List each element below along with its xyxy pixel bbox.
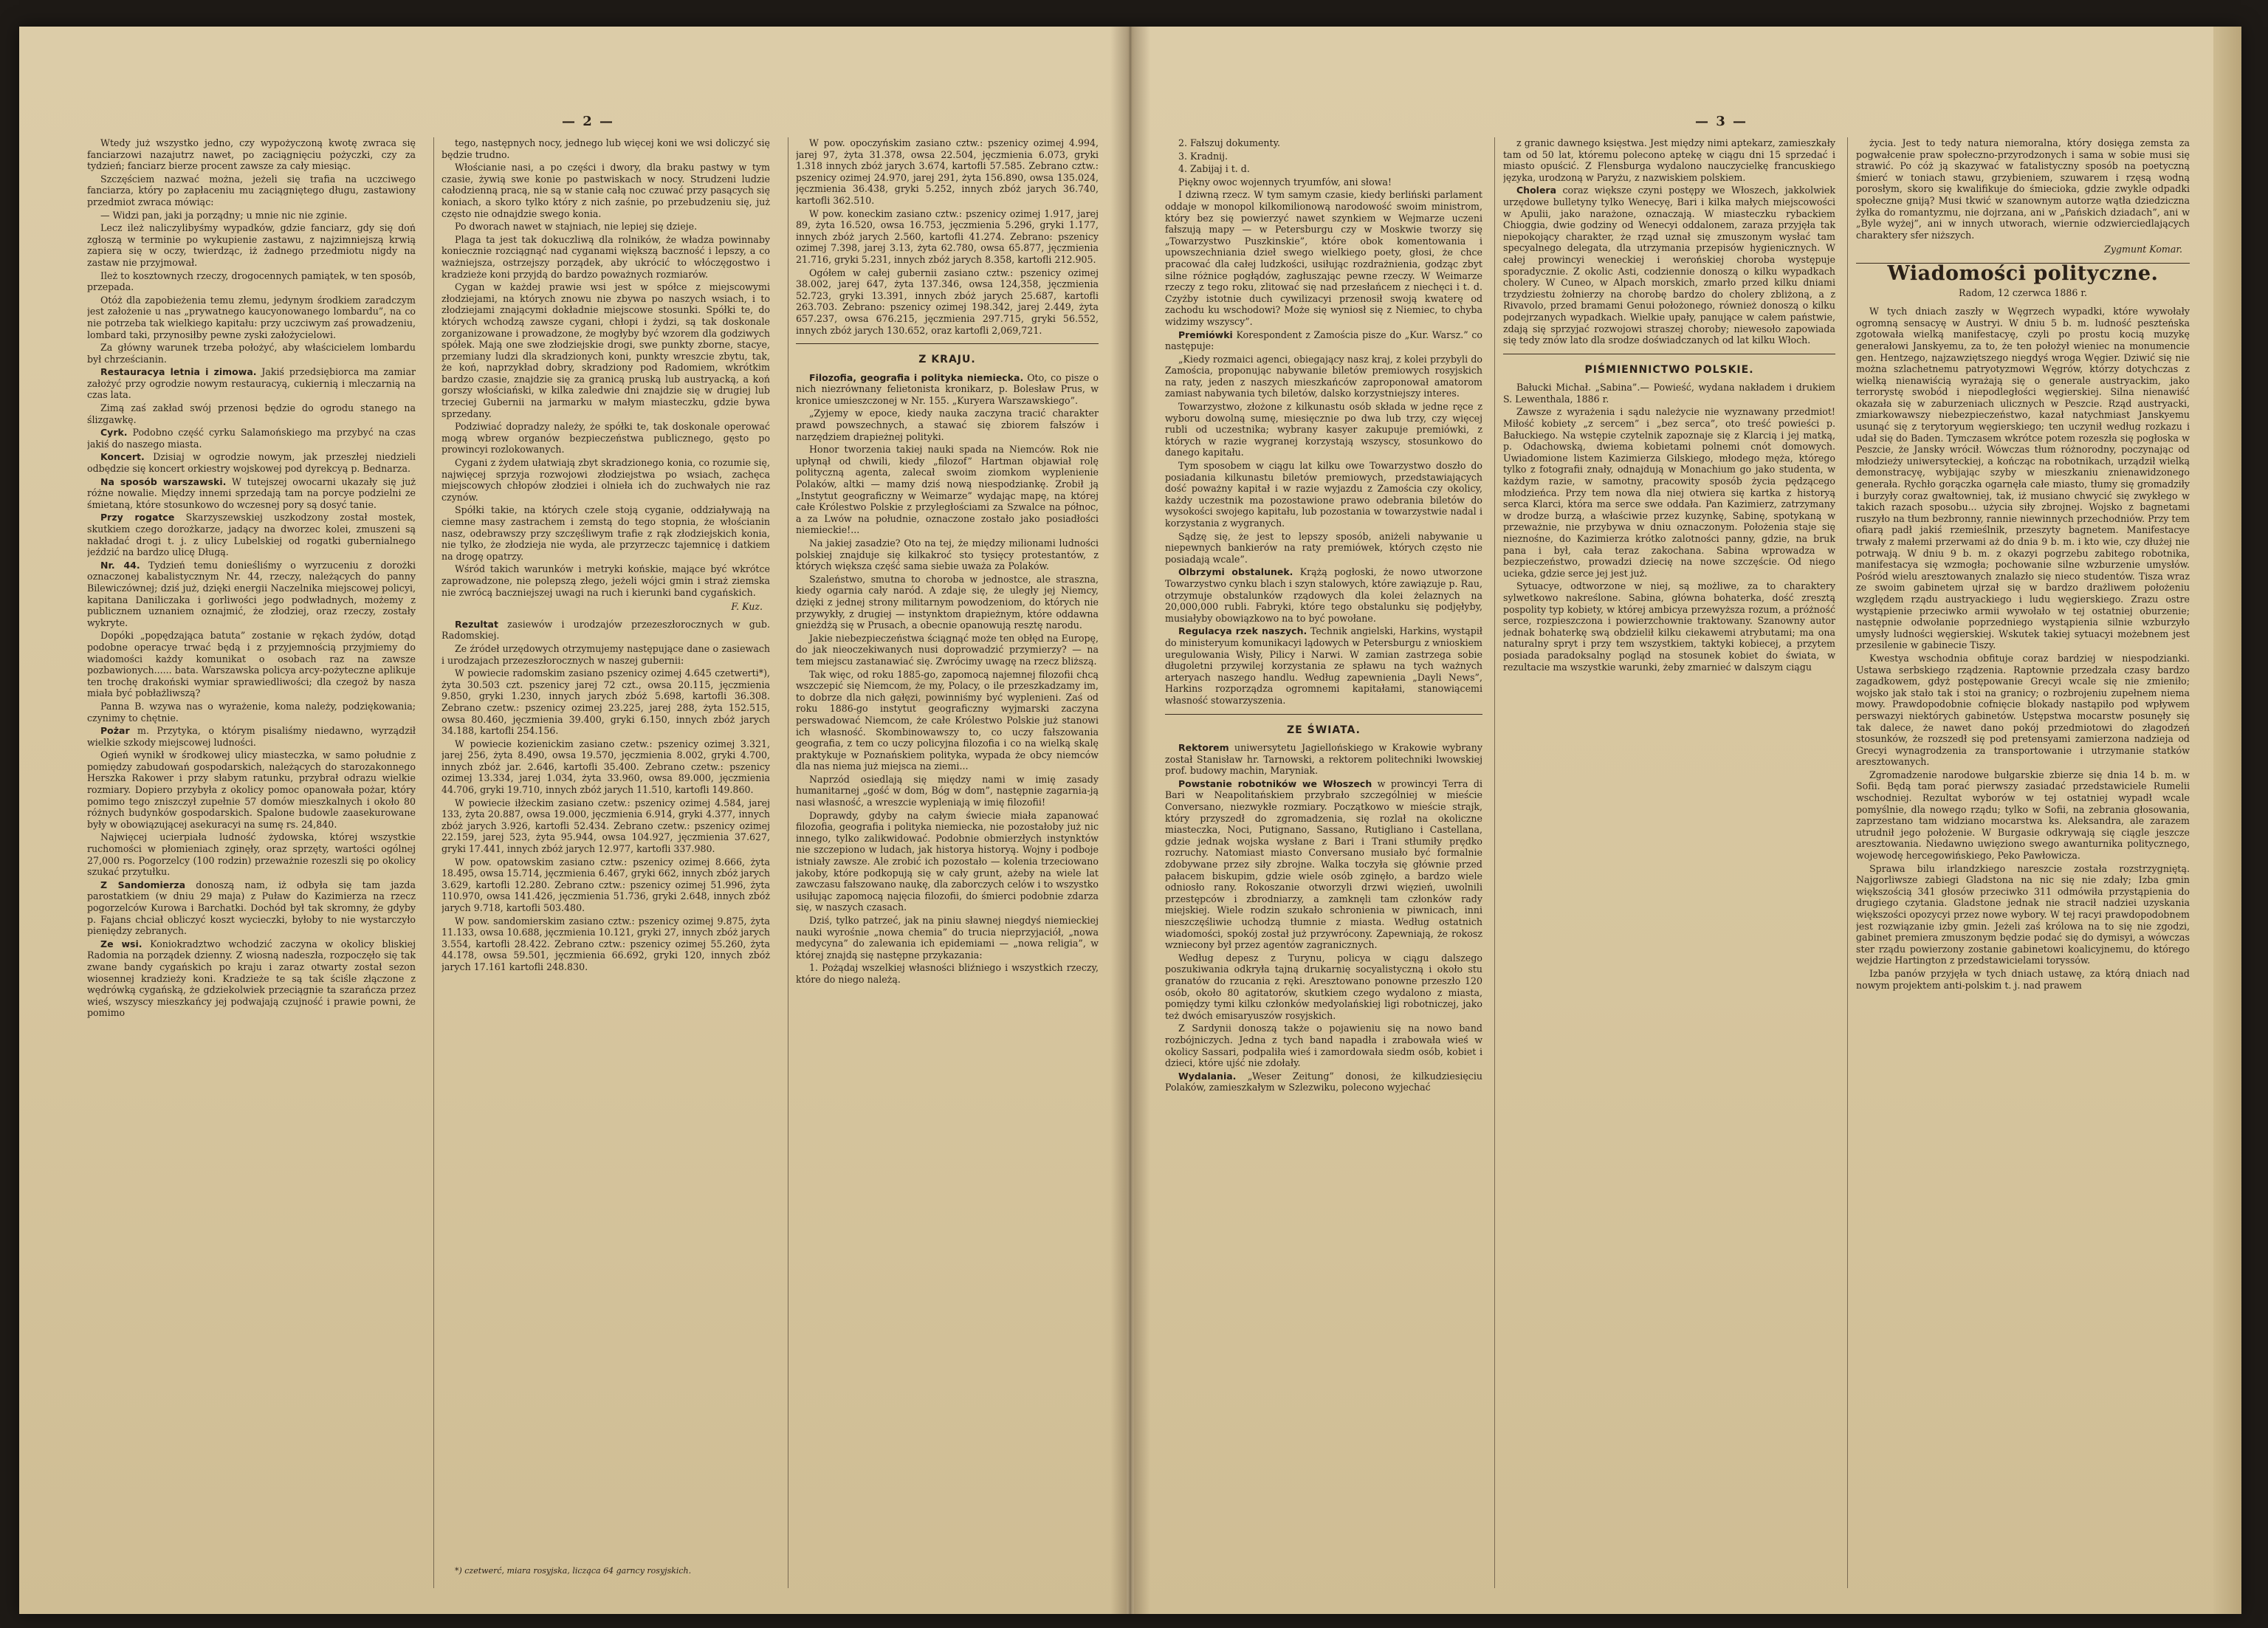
article-paragraph — [1856, 968, 2190, 991]
article-paragraph — [1165, 176, 1482, 188]
article-paragraph — [796, 774, 1099, 808]
article-paragraph — [796, 574, 1099, 631]
article-text: W pow. koneckim zasiano cztw.: pszenicy ozimej 1.917, jarej 89, żyta 16.520, owsa 16.753, jęczmienia 5.296, gryki 1.177, innych zbóż jarych 2.560, kartofli 41.274. Zebrano: pszenicy ozimej 7.398, jarej 3.13, żyta 62.780, owsa 65.877, jęczmienia 21.716, gryki 5.231, innych zbóż jarych 8.358, kartofli 212.905. — [796, 207, 1099, 265]
article-text: Cygan w każdej prawie wsi jest w spółce z miejscowymi złodziejami, na których znowu nie zbywa po naszych wsiach, i to złodziejami znającymi dokładnie miejscowe stosunki. Spółki te, do których wchodzą zawsze cygani, chłopi i żydzi, są tak doskonale zorganizowane i prowadzone, że mogłyby być wzorem dla godziwych spółek. Mają one swe złodziejskie drogi, swe punkty zborne, stacye, przemiany ludzi dla skradzionych koni, punkty wreszcie zbytu, tak, że koń, naprzykład dobry, skradziony pod Radomiem, wkrótkim bardzo czasie, znajdzie się za granicą pruską lub austryacką, a koń gorszy włościański, w kilka zaledwie dni znajdzie się w drugiej lub trzeciej Gubernii na jarmarku w małym miasteczku, gdzie bywa sprzedany. — [441, 281, 770, 419]
article-paragraph — [1165, 1023, 1482, 1068]
article-paragraph — [87, 831, 416, 877]
article-text: w prowincyi Terra di Bari w Neapolitańskiem przybrało szczególniej w mieście Conversano, niezwykłe rozmiary. Początkowo w mieście strajk, który przyszedł do zgromadzenia, się rozlał na okoliczne miasteczka, Noci, Putignano, Sassano, Rutigliano i Castellana, gdzie jednak wojska wysłane z Bari i Trani stłumiły prędko rozruchy. Natomiast miasto Conversano musiało być formalnie zdobywane przez siły zbrojne. Walka toczyła się głównie przed pałacem biskupim, gdzie wiele osób zginęło, a bardzo wiele odniosło rany. Rokoszanie otworzyli drzwi więzień, uwolnili przestępców i zbrodniarzy, a zamknęli tam członków rady miejskiej. Wiele rodzin szukało schronienia w piwnicach, inni nieszczęśliwie uchodzą tłumnie z miasta. Według ostatnich wiadomości, spokój został już przywrócony. Zapewniają, że rokosz wzniecony był przez agentów zagranicznych. — [1165, 777, 1482, 951]
article-text: Dopóki „popędzająca batuta” zostanie w rękach żydów, dotąd podobne operacye trwać będą i z przyjemnością przyjmiemy do wiadomości każdy komunikat o osobach raz na zawsze pozbawionych...... bata. Warszawska policya arcy-pożyteczne aplikuje ten trochę drakoński wymiar sprawiedliwości; dla czegoż by nasza miała być pobłażliwszą? — [87, 630, 416, 699]
article-paragraph — [87, 630, 416, 699]
article-text: Kwestya wschodnia obfituje coraz bardziej w niespodzianki. Ustawa serbskiego rządzenia. Raptownie przedzała czasy bardzo zagadkowem, gdyż postępowanie Grecyi wcale się nie zmieniło; wojsko jak stało tak i stoi na granicy; o rozbrojeniu zupełnem niema mowy. Prawdopodobnie cofnięcie blokady nastąpiło pod wpływem perswazyi niektórych gabinetów. Ustępstwa mocarstw posunęły się tak dalece, że nawet dano pokój przedmiotowi do złagodzeń stosunków, że rozszedł się pod pretensyami zamierzona nadzieja od Grecyi wynagrodzenia za transportowanie i utrzymanie statków aresztowanych. — [1856, 652, 2190, 768]
article-text: Tym sposobem w ciągu lat kilku owe Towarzystwo doszło do posiadania kilkunastu biletów premiowych, przedstawiających dość poważny kapitał i w razie wyjazdu z Zamościa czy okolicy, każdy uczestnik ma pozostawione prawo odebrania biletów do wysokości swojego kapitału, lub pozostania w towarzystwie nadal i korzystania z wygranych. — [1165, 460, 1482, 529]
article-subheading: Na sposób warszawski. — [100, 475, 227, 487]
article-paragraph — [441, 162, 770, 219]
article-paragraph — [796, 408, 1099, 442]
left-column-2 — [441, 137, 770, 1588]
article-paragraph — [87, 879, 416, 937]
article-text: Wtedy już wszystko jedno, czy wypożyczoną kwotę zwraca się fanciarzowi nazajutrz nawet, po zaciągnięciu pożyczki, czy za tydzień; fanciarz bierze procent zawsze za cały miesiąc. — [87, 137, 416, 172]
article-paragraph — [796, 267, 1099, 337]
article-text: Dzisiaj w ogrodzie nowym, jak przeszłej niedzieli odbędzie się koncert orkiestry wojskowej pod dyrekcyą p. Bednarza. — [87, 451, 416, 475]
author-signature: Zygmunt Komar. — [2104, 244, 2182, 255]
article-subheading: Ze wsi. — [100, 938, 142, 949]
article-paragraph — [1165, 354, 1482, 399]
article-text: Według depesz z Turynu, policya w ciągu dalszego poszukiwania odkryła tajną drukarnię socyalistyczną i około stu granatów do rzucania z ręki. Aresztowano ponowne przeszło 120 osób, około 80 agitatorów, skutkiem czego wydalono z miasta, pomiędzy tymi kilku członków medyolańskiej ligi robotniczej, jako też dwóch emisaryuszów rosyjskich. — [1165, 952, 1482, 1021]
article-paragraph — [1856, 306, 2190, 651]
article-text: Na jakiej zasadzie? Oto na tej, że między milionami ludności polskiej znajduje się kilkakroć sto tysięcy protestantów, z których większa część sama siebie uważa za Polaków. — [796, 537, 1099, 572]
left-column-1 — [87, 137, 416, 1588]
article-paragraph — [87, 725, 416, 748]
article-paragraph — [441, 619, 770, 642]
article-text: Tak więc, od roku 1885-go, zapomocą najemnej filozofii chcą wszczepić się Niemcom, że my, Polacy, o ile przeszkadzamy im, to dobrze dla nich gałęzi, powinniśmy być wyplenieni. Zaś od roku 1886-go instytut geograficzny wyjmarski zaczyna perswadować Niemcom, że całe Królestwo Polskie już stanowi ich własność. Skombinowawszy to, co uczy fałszowania geografia, z tem co uczy policyjna filozofia i co na wielką skalę praktykuje w Poznańskiem polityka, wypada że obcy niemców dla nas niema już miejsca na ziemi... — [796, 668, 1099, 772]
article-subheading: Cholera — [1516, 185, 1557, 196]
article-text: Podobno część cyrku Salamońskiego ma przybyć na czas jakiś do naszego miasta. — [87, 427, 416, 450]
article-text: W powiecie kozienickim zasiano czetw.: pszenicy ozimej 3.321, jarej 256, żyta 8.490, owsa 19.570, jęczmienia 8.002, gryki 4.700, innych zbóż jar. 2.646, kartofli 35.400. Zebrano czetw.: pszenicy ozimej 13.334, jarej 1.034, żyta 33.960, owsa 89.000, jęczmienia 44.706, gryki 19.710, innych zbóż jarych 11.510, kartofli 149.860. — [441, 738, 770, 796]
article-text: Technik angielski, Harkins, wystąpił do ministeryum komunikacyi lądowych w Petersburgu z wnioskiem uregulowania Wisły, Pilicy i Narwi. W zamian zastrzega sobie długoletni przywilej korzystania ze spławu na tych ważnych arteryach naszego handlu. Według zapewnienia „Dayli News”, Harkins rozporządza ogromnemi kapitałami, stanowiącemi własność stowarzyszenia. — [1165, 625, 1482, 706]
article-text: 4. Zabijaj i t. d. — [1178, 163, 1250, 175]
article-paragraph — [1165, 401, 1482, 458]
article-paragraph — [441, 504, 770, 562]
article-text: Zimą zaś zakład swój przenosi będzie do ogrodu stanego na ślizgawkę. — [87, 402, 416, 425]
article-paragraph — [441, 137, 770, 160]
article-subheading: Przy rogatce — [100, 512, 175, 523]
article-text: Jakiś przedsiębiorca ma zamiar założyć przy ogrodzie nowym restauracyą, cukiernią i mleczarnią na czas lata. — [87, 366, 416, 401]
article-text: „Zyjemy w epoce, kiedy nauka zaczyna tracić charakter prawd powszechnych, a stawać się zbiorem fałszów i narzędziem drapieżnej polityki. — [796, 408, 1099, 442]
column-rule — [1847, 137, 1848, 1588]
article-subheading: Rezultat — [455, 618, 498, 630]
article-text: uniwersytetu Jagiellońskiego w Krakowie wybrany został Stanisław hr. Tarnowski, a rektorem politechniki lwowskiej prof. budowy machin, Maryniak. — [1165, 742, 1482, 777]
article-paragraph — [796, 669, 1099, 772]
article-paragraph — [1165, 742, 1482, 777]
section-heading: ZE ŚWIATA. — [1287, 724, 1361, 736]
article-paragraph — [1856, 137, 2190, 241]
article-subheading: Powstanie robotników we Włoszech — [1178, 777, 1372, 789]
article-text: Koniokradztwo wchodzić zaczyna w okolicy bliskiej Radomia na porządek dzienny. Z wiosną nadeszła, rozpoczęło się tak zwane bandy cygańskich po kraju i zaraz otwarty został sezon wiosennej kradzieży koni. Kradzieże te są tak ściśle złączone z wędrówką cygańską, że gdziekolwiek przeciągnie ta szarańcza przez wieś, wszyscy mieszkańcy jej podwajają czujność i prawie powni, że pomimo — [87, 938, 416, 1019]
article-text: 3. Kradnij. — [1178, 150, 1228, 162]
article-text: Ze źródeł urzędowych otrzymujemy następujące dane o zasiewach i urodzajach przezeszłorocznych w naszej gubernii: — [441, 642, 770, 666]
page-gutter — [1110, 27, 1150, 1614]
dateline: Radom, 12 czerwca 1886 r. — [1958, 286, 2088, 298]
article-paragraph — [87, 210, 416, 221]
article-text: Wśród takich warunków i metryki końskie, mające być wkrótce zaprowadzone, nie polepszą złego, jeżeli wójci gmin i straż ziemska nie zwrócą baczniejszej uwagi na ruch i kierunki band cygańskich. — [441, 563, 770, 598]
article-text: 1. Pożądaj wszelkiej własności bliźniego i wszystkich rzeczy, które do niego należą. — [796, 962, 1099, 985]
article-paragraph — [87, 701, 416, 724]
article-text: Oto, co pisze o nich niezrównany felietonista kronikarz, p. Bolesław Prus, w kronice umieszczonej w Nr. 155. „Kuryera Warszawskiego”. — [796, 371, 1099, 406]
article-paragraph — [441, 457, 770, 503]
article-paragraph — [1165, 460, 1482, 529]
article-paragraph — [1165, 531, 1482, 566]
article-paragraph — [87, 476, 416, 511]
article-text: Towarzystwo, złożone z kilkunastu osób składa w jedne ręce z wyboru dowolną sumę, miesięcznie po dwa lub trzy, czy więcej rubli od uczestnika; wybrany kasyer zakupuje premiówki, z których w razie wygranej korzystają wszyscy, stosunkowo do danego kapitału. — [1165, 401, 1482, 458]
article-text: W pow. sandomierskim zasiano cztw.: pszenicy ozimej 9.875, żyta 11.133, owsa 10.688, jęczmienia 10.121, gryki 27, innych zbóż jarych 3.554, kartofli 28.422. Zebrano cztw.: pszenicy ozimej 55.260, żyta 44.178, owsa 59.501, jęczmienia 66.692, gryki 120, innych zbóż jarych 17.161 kartofli 248.830. — [441, 915, 770, 972]
page-edge — [2213, 27, 2241, 1614]
article-paragraph — [441, 563, 770, 598]
section-title: Wiadomości polityczne. — [1887, 261, 2159, 285]
article-paragraph — [1165, 163, 1482, 175]
article-paragraph — [1165, 137, 1482, 149]
article-paragraph — [796, 810, 1099, 913]
article-subheading: Rektorem — [1178, 742, 1229, 754]
article-text: I dziwną rzecz. W tym samym czasie, kiedy berliński parlament oddaje w monopol kilkomilionową narodowość swoim ministrom, który bez się powierzyć nawet szynkiem w Wejmarze uczeni fałszują mapy — w Petersburgu czy w Moskwie tworzy się „Towarzystwo Puszkinskie”, które obok komentowania i upowszechniania dzieł swego wielkiego poety, głosi, że chce pracować dla całej ludzkości, usiłując rozdrażnienia, godząc zbyt silne różnice pogłądów, zagłuszając pewne rzeczy. W Weimarze rzeczy z tego roku, zlitować się nad przesłańcem z niechęci i t. d. Czyżby istotnie duch cywilizacyi przenosił swoją kwaterę od zachodu ku wschodowi? Może się wyniosł się z Niemiec, to chyba widzimy wszyscy”. — [1165, 189, 1482, 327]
article-paragraph — [1503, 382, 1835, 405]
right-column-1 — [1165, 137, 1482, 1588]
article-paragraph — [87, 270, 416, 293]
left-column-3 — [796, 137, 1099, 1588]
article-paragraph — [1503, 137, 1835, 183]
article-paragraph — [87, 512, 416, 557]
article-text: Doprawdy, gdyby na całym świecie miała zapanować filozofia, geografia i polityka niemiecka, nie pozostałoby już nic innego, tylko zalikwidować. Podobnie obmierzłych instynktów nie szczepiono w ludach, jak historya historyą. Wojny i podboje istniały zawsze. Ale zrobić ich pozostało — kolenia trzeciowano jakoby, które podkopują się w cały grunt, ażeby na wiele lat zawczasu fałszowano naukę, dla zaborczych celów i to wszystko usiłując zapomocą najęcia filozofii, do śmierci podobnie zdarza się, w naszych czasach. — [796, 809, 1099, 913]
article-text: W pow. opatowskim zasiano cztw.: pszenicy ozimej 8.666, żyta 18.495, owsa 15.714, jęczmienia 6.467, gryki 662, innych zbóż jarych 3.629, kartofli 12.280. Zebrano cztw.: pszenicy ozimej 51.996, żyta 110.970, owsa 141.426, jęczmienia 51.736, gryki 2.648, innych zbóż jarych 9.718, kartofli 503.480. — [441, 856, 770, 913]
article-text: Krążą pogłoski, że nowo utworzone Towarzystwo cynku blach i szyn stalowych, które zawiązuje p. Rau, otrzymuje obstalunków rządowych dla kolei żelaznych na 20,000,000 rubli. Fabryki, które tego obstalunku się podjęłyby, musiałyby obowiązkowo na to być powołane. — [1165, 566, 1482, 624]
article-paragraph — [1165, 778, 1482, 951]
article-paragraph — [1165, 566, 1482, 624]
article-text: donoszą nam, iż odbyła się tam jazda parostatkiem (w dniu 29 maja) z Puław do Kazimierza na rzecz pogorzelców Kurowa i Barchatki. Dochód był tak skromny, że gdyby p. Fajans chciał obliczyć koszt wycieczki, byłoby to nie wystarczyło pieniędzy zebranych. — [87, 879, 416, 937]
section-heading: PIŚMIENNICTWO POLSKIE. — [1584, 363, 1754, 376]
page-number-left: — 2 — — [562, 114, 615, 129]
article-paragraph — [1856, 863, 2190, 966]
article-paragraph — [1165, 189, 1482, 327]
heading-rule — [796, 343, 1099, 344]
article-paragraph — [87, 749, 416, 830]
article-paragraph — [796, 444, 1099, 536]
article-paragraph — [1856, 653, 2190, 768]
article-paragraph — [796, 208, 1099, 266]
column-rule — [433, 137, 434, 1588]
right-page — [1134, 27, 2241, 1614]
article-text: Zgromadzenie narodowe bułgarskie zbierze się dnia 14 b. m. w Sofii. Będą tam porać pierwszy zasiadać przedstawiciele Rumelii wschodniej. Rezultat wyborów w tej ostatniej wypadł wcale pomyślnie, dla nowego rządu; tylko w Sofii, na zebrania głosowania, zaprzestano tam widziano mocarstwa ks. Aleksandra, ale zarazem utrudnił jego położenie. W Burgasie odkrywają się ciągle jeszcze aresztowania. Niedawno uwięziono swego awanturnika politycznego, wojewodę hercegowińskiego, Peko Pawłowicza. — [1856, 769, 2190, 862]
article-text: Z Sardynii donoszą także o pojawieniu się na nowo band rozbójniczych. Jedna z tych band napadła i zrabowała wieś w okolicy Sassari, podpaliła wieś i zamordowała siedm osób, kobiet i dzieci, które ujść nie zdołały. — [1165, 1023, 1482, 1069]
article-paragraph — [441, 667, 770, 737]
article-subheading: Restauracya letnia i zimowa. — [100, 366, 257, 378]
paper-stain — [898, 676, 942, 706]
article-paragraph — [441, 738, 770, 796]
right-column-2 — [1503, 137, 1835, 1588]
article-text: Ogółem w całej gubernii zasiano cztw.: pszenicy ozimej 38.002, jarej 647, żyta 137.346, owsa 124,358, jęczmienia 52.723, gryki 13.391, innych zbóż jarych 25.687, kartofli 263.703. Zebrano: pszenicy ozimej 198.342, jarej 2.449, żyta 657.237, owsa 676.215, jęczmienia 297.715, gryki 56.552, innych zbóż jarych 130.652, oraz kartofli 2,069,721. — [796, 267, 1099, 336]
article-subheading: Z Sandomierza — [100, 879, 186, 890]
page-number-right: — 3 — — [1695, 114, 1748, 129]
article-text: Cygani z żydem ułatwiają zbyt skradzionego konia, co rozumie się, najwięcej sprzyja rozwojowi złodziejstwa po wsiach, zachęca miejscowych chłopów złodziei i olnieła ich do zuchwałych nie raz czynów. — [441, 457, 770, 503]
article-paragraph — [87, 174, 416, 208]
article-paragraph — [441, 234, 770, 280]
article-text: z granic dawnego księstwa. Jest między nimi aptekarz, zamieszkały tam od 50 lat, któremu polecono aptekę w ciągu dni 15 sprzedać i miasto opuścić. Z Flensburga wydalono nauczycielkę francuskiego języka, urodzoną w Paryżu, z nazwiskiem polskiem. — [1503, 137, 1835, 183]
article-paragraph — [441, 643, 770, 666]
article-paragraph — [87, 427, 416, 450]
article-text: Dziś, tylko patrzeć, jak na piniu sławnej niegdyś niemieckiej nauki wyrośnie „nowa chemia” do trucia nieprzyjaciół, „nowa medycyna” do zalewania ich epidemiami — „nowa religia”, w której znajdą się następne przykazania: — [796, 915, 1099, 961]
article-text: W tutejszej owocarni ukazały się już różne nowalie. Między innemi sprzedają tam na porcye podzielni ze śmietaną, które stosunkowo do wczesnej pory są dosyć tanie. — [87, 475, 416, 510]
article-text: W powiecie radomskim zasiano pszenicy ozimej 4.645 czetwerti*), żyta 30.503 czt. pszenicy jarej 72 czt., owsa 20.115, jęczmienia 9.850, gryki 1.230, innych jarych zbóż 5.698, kartofli 36.308. Zebrano czetw.: pszenicy ozimej 23.225, jarej 288, żyta 152.515, owsa 80.460, jęczmienia 39.400, gryki 6.150, innych zbóż jarych 34.188, kartofli 254.156. — [441, 667, 770, 737]
article-paragraph — [441, 916, 770, 973]
footnote: *) czetwerć, miara rosyjska, licząca 64 garncy rosyjskich. — [455, 1566, 692, 1576]
article-text: Ileż to kosztownych rzeczy, drogocennych pamiątek, w ten sposób, przepada. — [87, 269, 416, 293]
article-subheading: Olbrzymi obstalunek. — [1178, 566, 1293, 578]
article-subheading: Regulacya rzek naszych. — [1178, 625, 1307, 637]
article-text: Włościanie nasi, a po części i dwory, dla braku pastwy w tym czasie, żywią swe konie po pastwiskach w nocy. Strudzeni ludzie całodzienną pracą, nie są w stanie całą noc czuwać przy pasących się koniach, a skoro tylko który z nich zaśnie, po przebudzeniu się, już często nie odnajdzie swego konia. — [441, 162, 770, 219]
article-text: Podziwiać dopradzy należy, że spółki te, tak doskonale operować mogą wbrew organów bezpieczeństwa publicznego, gęsto po prowincyi rozlokowanych. — [441, 421, 770, 456]
article-subheading: Wydalania. — [1178, 1070, 1237, 1082]
article-text: Szczęściem nazwać można, jeżeli się trafia na uczciwego fanciarza, który po zapłaceniu mu zaciągniętego długu, zastawiony przedmiot zwraca mówiąc: — [87, 173, 416, 207]
article-text: Sytuacye, odtworzone w niej, są możliwe, za to charaktery sylwetkowo nakreślone. Sabina, główna bohaterka, dość zresztą pospolity typ kobiety, w której ambicya przewyższa rozum, a próżność serce, rozpieszczona i powierzchownie traktowany. Szanowny autor jednak bohaterkę swą obdzielił kilku ciekawemi atrybutami; ma ona naturalny spryt i przy tem wszystkiem, taktyki kobiecej, a przytem posiada paradoksalny pogląd na stosunek kobiet do świata, w rezultacie ma wszystkie warunki, żeby zmarnieć w dalszym ciągu — [1503, 580, 1835, 673]
article-text: Szaleństwo, smutna to choroba w jednostce, ale straszna, kiedy ogarnia cały naród. A zdaje się, że uległy jej Niemcy, dzięki z jednej strony militarnym powodzeniom, do których nie przywykły, z drugiej — instynktom drapieżnym, które oddawna gnieżdżą się w Prusach, a obecnie opanowują resztę narodu. — [796, 573, 1099, 631]
article-text: Najwięcej ucierpiała ludność żydowska, której wszystkie ruchomości w płomieniach zginęły, oraz sprzęty, wartości ogólnej 27,000 rs. Pogorzelcy (100 rodzin) przeważnie rozeszli się po okolicy szukać przytułku. — [87, 831, 416, 878]
article-text: życia. Jest to tedy natura niemoralna, który dosięga zemsta za pogwałcenie praw społeczno-przyrodzonych i sama w sobie musi się strawić. Po cóż ją skazywać w fatalistyczny sposób na poetyczną śmierć w toniach stawu, grzybieniem, szuwarem i rzęsą wodną porosłym, skoro się kwalifikuje do śmiecioka, gdzie zwykle odpadki społeczne gniją? Musi tkwić w szanownym autorze wątła dziedziczna żyłka do romantyzmu, nie dojrzana, ani w „Pańskich dziadach”, ani w „Byle wyżej”, ani w innych utworach, wiernie odzwierciedlających charaktery sfer niższych. — [1856, 137, 2190, 241]
article-text: Plaga ta jest tak dokuczliwą dla rolników, że władza powinnaby koniecznie rozciągnąć nad cyganami większą baczność i lepszy, a co ważniejsza, ostrzejszy porządek, aby ukrócić to włóczęgostwo i kradzieże koni przyjdą do bardzo poważnych rozmiarów. — [441, 233, 770, 280]
article-paragraph — [1165, 952, 1482, 1022]
article-subheading: Filozofia, geografia i polityka niemiecka. — [809, 371, 1024, 383]
article-text: Zawsze z wyrażenia i sądu należycie nie wyznawany przedmiot! Miłość kobiety „z sercem” i „bez serca”, oto treść powieści p. Bałuckiego. Na wstępie czytelnik zapoznaje się z Klarcią i jej matką, p. Odachowską, dwiema kobietami polnemi cnót domowych. Uwiadomione listem Kazimierza Gilskiego, młodego męża, którego tylko z fotografii znały, odnajdują w Monachium go jako studenta, w każdym razie, w samotny, pracowity sposób życia pędzącego młodzieńca. Przy tem nowa dla niej otwiera się kartka z historyą serca Klarci, która ma serce swe oddała. Pan Kazimierz, zatrzymany w drodze burzą, a właściwie przez kuzynkę, Sabinę, spotykaną w przeważnie, nie przybywa w dniu oznaczonym. Położenia staje się nieznośne, do Kazimierza krótko zalotności panny, gdzie, na bruk pana i był, cała teraz zakochana. Sabina wprowadza w bezpieczeństwo, prowadzi dziecię na nowe szczęście. Od niego ucieka, gdzie serce jej jest już. — [1503, 406, 1835, 579]
article-text: Sprawa bilu irlandzkiego nareszcie została rozstrzygniętą. Najgorliwsze zabiegi Gladstona na nic się nie zdały; Izba gmin większością 341 głosów przeciwko 311 odmówiła przystąpienia do drugiego czytania. Gladstone jednak nie stracił nadziei uzyskania większości opozycyi przez nowe wybory. W tej racyi prawdopodobnem jest rozwiązanie izby gmin. Jeżeli zaś królowa na to się nie zgodzi, gabinet premiera zmuszonym będzie podać się do dymisyi, a wówczas ster rządu powierzony zostanie gabinetowi koalicyjnemu, do którego wejdzie Hartington z przedstawicielami toryssów. — [1856, 862, 2190, 966]
article-text: W tych dniach zaszły w Węgrzech wypadki, które wywołały ogromną sensacyę w Austryi. W dniu 5 b. m. ludność peszteńska zgotowała wielką manifestacyę, czyli po prostu kocią muzykę generałowi Janskyemu, za to, że ten położył wieniec na monumencie gen. Hentzego, najzawziętszego niegdyś wroga Węgier. Dziwić się nie można szlachetnemu patryotyzmowi Węgrów, którzy dotychczas z wielką nienawiścią wyrażają się o generale austryackim, jako terrorystę swobód i niepodległości węgierskiej. Silna nienawiść okazała się w zaburzeniach ulicznych w Peszcie. Rząd austryacki, zmiarkowawszy niebezpieczeństwo, kazał natychmiast Janskyemu usunąć się z terytoryum węgierskiego; ten uczynił według rozkazu i udał się do Baden. Tymczasem wkrótce potem rozeszła się pogłoska w Peszcie, że Jansky wrócił. Wówczas tłum różnorodny, poczynając od młodzieży uniwersyteckiej, a kończąc na robotnikach, urządził wielką demonstracyę, wybijając szyby w mieszkaniu znienawidzonego generała. Rychło gorączka ogarnęła całe miasto, tłumy się gromadziły i burzyły coraz gwałtowniej, tak, iż musiano chwycić się zwykłego w takich razach sposobu... użycia siły zbrojnej. Wojsko z bagnetami ruszyło na tłum bezbronny, rannie niewinnych przechodniów. Przy tem ofiarą padł jakiś rzemieślnik, przeszyty bagnetem. Manifestacye trwały z małemi przerwami aż do dnia 9 b. m. i kto wie, czy dłużej nie potrwają. W dniu 9 b. m. z okazyi pogrzebu zabitego robotnika, manifestacya się wzmogła; pochowanie silne wzburzenie umysłów. Pośród wielu aresztowanych znalazło się nieco studentów. Tisza wraz ze swoim gabinetem ujrzał się w bardzo drażliwem położeniu względem rządu austryackiego i ludu węgierskiego. Zrazu ostre wystąpienie przeciwko armii wywołało w tej ostatniej oburzenie; następnie odwołanie poprzedniego wystąpienia silnie wzburzyło umysły ludności węgierskiej. Wskutek takiej sytuacyi możebnem jest przesilenie w gabinecie Tiszy. — [1856, 306, 2190, 651]
article-text: Izba panów przyjęła w tych dniach ustawę, za którą dniach nad nowym projektem anti-polskim t. j. nad prawem — [1856, 967, 2190, 991]
article-paragraph — [1503, 406, 1835, 579]
article-subheading: Pożar — [100, 725, 130, 737]
article-text: Piękny owoc wojennych tryumfów, ani słowa! — [1178, 176, 1392, 188]
article-text: Naprzód osiedlają się między nami w imię zasady humanitarnej „gość w dom, Bóg w dom”, następnie zagarnia-ją nasi własność, a wreszcie wypleniają w imię filozofii! — [796, 773, 1099, 808]
article-subheading: Nr. 44. — [100, 559, 140, 571]
article-text: Honor tworzenia takiej nauki spada na Niemców. Rok nie upłynął od chwili, kiedy „filozof” Hartman objawiał rolę polityczną agenta, zalecał swoim ziomkom wyplenienie Polaków, altki — mamy dziś nową niespodziankę. Zrobił ją „Instytut geograficzny w Weimarze” wydając mapę, na której całe Królestwo Polskie z przyległościami za Szwalce na północ, a za Lwów na południe, oznaczone zostało jako posiadłości niemieckie!... — [796, 444, 1099, 536]
article-paragraph — [87, 342, 416, 365]
article-text: zasiewów i urodzajów przezeszłorocznych w gub. Radomskiej. — [441, 618, 770, 642]
heading-rule — [1165, 714, 1482, 715]
newspaper-spread — [19, 27, 2241, 1614]
article-text: Po dworach nawet w stajniach, nie lepiej się dzieje. — [455, 221, 698, 233]
article-paragraph — [1165, 151, 1482, 162]
article-paragraph — [1165, 625, 1482, 706]
article-text: Lecz ileż naliczylibyśmy wypadków, gdzie fanciarz, gdy się doń zgłoszą w terminie po wykupienie zastawu, z najzimniejszą krwią zapiera się w oczy, twierdząc, iż żadnego przedmiotu nigdy na zastaw nie przyjmował. — [87, 222, 416, 268]
article-text: „Kiedy rozmaici agenci, obiegający nasz kraj, z kolei przybyli do Zamościa, proponując nabywanie biletów premiowych rosyjskich na raty, jeden z naszych mieszkańców zaproponował amatorom zamiast nabywania tych biletów, dalsko korzystniejszy interes. — [1165, 353, 1482, 399]
article-paragraph — [87, 366, 416, 401]
article-paragraph — [87, 222, 416, 268]
left-page — [19, 27, 1127, 1614]
article-text: Otóż dla zapobieżenia temu złemu, jedynym środkiem zaradczym jest założenie u nas „prywatnego kaucyonowanego lombardu”, na co nie potrzeba tak wielkiego kapitału: przy uczciwym zaś prowadzeniu, lombard taki, przynosiłby pewne zyski założycielowi. — [87, 294, 416, 340]
article-paragraph — [441, 856, 770, 914]
article-subheading: Premiówki — [1178, 329, 1233, 340]
article-text: 2. Fałszuj dokumenty. — [1178, 137, 1281, 148]
article-paragraph — [796, 137, 1099, 207]
article-paragraph — [87, 402, 416, 425]
article-text: Sądzę się, że jest to lepszy sposób, aniżeli nabywanie u niepewnych bankierów na raty premiówek, których często nie posiadają wcale”. — [1165, 530, 1482, 565]
article-text: „Weser Zeitung” donosi, że kilkudziesięciu Polaków, zamieszkałym w Szlezwiku, polecono wyjechać — [1165, 1070, 1482, 1093]
article-paragraph — [796, 372, 1099, 407]
article-text: Jakie niebezpieczeństwa ściągnąć może ten obłęd na Europę, do jak nieoczekiwanych nusi doprowadzić przymierzy? — na tem miejscu zastanawiać się. Zwrócimy uwagę na rzecz bliższą. — [796, 632, 1099, 667]
article-text: Skarzyszewskiej uszkodzony został mostek, skutkiem czego dorożkarze, jadący na dworzec kolei, zmuszeni są nakładać drogi t. j. z ulicy Lubelskiej od rogatki gubernialnego jeździć na bardzo ulicę Długą. — [87, 512, 416, 558]
article-text: Bałucki Michał. „Sabina”.— Powieść, wydana nakładem i drukiem S. Lewenthala, 1886 r. — [1503, 382, 1835, 405]
article-text: Ogień wynikł w środkowej ulicy miasteczka, w samo południe z pomiędzy zabudowań gospodarskich, należących do starozakonnego Herszka Rakower i przy słabym ratunku, przybrał odrazu wielkie rozmiary. Dopiero przybyła z okolicy pomoc opanowała pożar, który pomimo tego zniszczył zupełnie 57 domów mieszkalnych i około 80 różnych budynków gospodarskich. Spalone budowle zaasekurowane były w obowiązującej asekuracyi na sumę rs. 24,840. — [87, 749, 416, 830]
article-text: Tydzień temu donieśliśmy o wyrzuceniu z dorożki oznaczonej kabalistycznym Nr. 44, rzeczy, należących do panny Bilewiczównej; dziś już, dzięki energii Naczelnika miejscowej policyi, kapitana Daniliczaka i gorliwości jego podwładnych, możemy z publicznem uznaniem oznajmić, że złodziej, oraz rzeczy, zostały wykryte. — [87, 559, 416, 628]
article-paragraph — [441, 421, 770, 456]
article-paragraph — [87, 560, 416, 629]
article-paragraph — [441, 281, 770, 419]
article-paragraph — [796, 915, 1099, 961]
section-heading: Z KRAJU. — [918, 354, 976, 366]
article-text: coraz większe czyni postępy we Włoszech, jakkolwiek urzędowe bulletyny tylko Wenecyę, Bari i kilka małych miejscowości w Apulii, jako narażone, oznaczają. W miasteczku rybackiem Chioggia, dwie godziny od Wenecyi oddalonem, zaraza przyjęła tak niepokojący charakter, że rząd uznał się zmuszonym wysłać tam specyalnego delegata, dla utrzymania przepisów hygienicznych. W całej prowincyi weneckiej i werońskiej choroba występuje sporadycznie. Z okolic Asti, codziennie donoszą o kilku wypadkach cholery. W Cuneo, w Alpach morskich, zmarło przed kilku dniami trzydziestu żołnierzy na chorobę bardzo do cholery zbliżoną, a z Rivavolo, przed bramami Genui położonego, również donoszą o kilku podejrzanych wypadkach. Wielkie upały, panujące w całem państwie, zdają się sprzyjać rozwojowi straszej choroby; niewesoło zapowiada się tedy znów lato dla srodze doświadczanych od lat kilku Włoch. — [1503, 185, 1835, 346]
article-paragraph — [1856, 769, 2190, 862]
author-signature: F. Kuz. — [731, 601, 763, 613]
article-paragraph — [441, 797, 770, 855]
article-paragraph — [87, 295, 416, 340]
article-text: W pow. opoczyńskim zasiano cztw.: pszenicy ozimej 4.994, jarej 97, żyta 31.378, owsa 22.504, jęczmienia 6.073, gryki 1.318 innych zbóż jarych 3.674, kartofli 57.585. Zebrano cztw.: pszenicy ozimej 24.970, jarej 291, żyta 156.890, owsa 135.024, jęczmienia 36.438, gryki 5.252, innych zbóż jarych 36.740, kartofli 362.510. — [796, 137, 1099, 206]
article-text: m. Przytyka, o którym pisaliśmy niedawno, wyrządził wielkie szkody miejscowej ludności. — [87, 725, 416, 748]
article-paragraph — [1503, 580, 1835, 673]
article-subheading: Koncert. — [100, 451, 145, 463]
article-text: tego, następnych nocy, jednego lub więcej koni we wsi doliczyć się będzie trudno. — [441, 137, 770, 160]
article-paragraph — [1503, 185, 1835, 346]
article-paragraph — [441, 221, 770, 233]
article-subheading: Cyrk. — [100, 427, 128, 439]
article-paragraph — [87, 137, 416, 172]
article-text: W powiecie iłżeckim zasiano czetw.: pszenicy ozimej 4.584, jarej 133, żyta 20.887, owsa 19.000, jęczmienia 6.914, gryki 4.377, innych zbóż jarych 3.926, kartofli 52.434. Zebrano czetw.: pszenicy ozimej 22.159, jarej 523, żyta 95.944, owsa 104.927, jęczmienia 37.627, gryki 17.441, innych zbóż jarych 12.977, kartofli 337.980. — [441, 797, 770, 855]
article-paragraph — [796, 962, 1099, 985]
article-paragraph — [796, 633, 1099, 667]
article-paragraph — [1165, 329, 1482, 352]
article-paragraph — [1165, 1071, 1482, 1093]
article-paragraph — [87, 938, 416, 1019]
article-text: Panna B. wzywa nas o wyrażenie, koma należy, podziękowania; czynimy to chętnie. — [87, 700, 416, 724]
article-paragraph — [796, 537, 1099, 572]
column-rule — [1494, 137, 1495, 1588]
article-text: Za główny warunek trzeba położyć, aby właścicielem lombardu był chrześcianin. — [87, 342, 416, 365]
article-paragraph — [87, 451, 416, 474]
article-text: Korespondent z Zamościa pisze do „Kur. Warsz.” co następuje: — [1165, 329, 1482, 352]
article-text: Spółki takie, na których czele stoją cyganie, oddziaływają na ciemne masy zastrachem i zemstą do tego stopnia, że włościanin nasz, odebrawszy przy szczęśliwym trafie z rąk złodziejskich konia, nie tylko, że złodzieja nie wyda, ale przyrzeczc tajemnicę i datkiem na drogę opatrzy. — [441, 504, 770, 562]
right-column-3 — [1856, 137, 2190, 1588]
article-text: — Widzi pan, jaki ja porządny; u mnie nic nie zginie. — [100, 209, 348, 221]
